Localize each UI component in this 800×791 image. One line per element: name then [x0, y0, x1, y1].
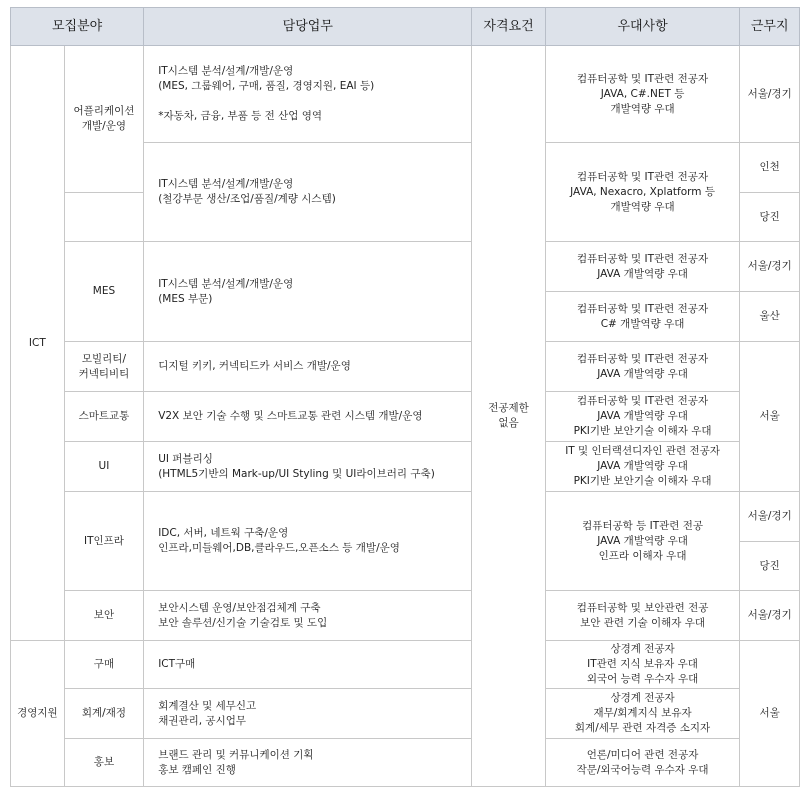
pref-pr: 언론/미디어 관련 전공자 작문/외국어능력 우수자 우대 [545, 739, 740, 787]
duty-infra: IDC, 서버, 네트웍 구축/운영 인프라,미들웨어,DB,클라우드,오픈소스 등 개발/운영 [144, 492, 472, 591]
loc-security: 서울/경기 [740, 591, 800, 641]
header-location: 근무지 [740, 8, 800, 46]
pref-smart: 컴퓨터공학 및 IT관련 전공자 JAVA 개발역량 우대 PKI기반 보안기술 이해자 우대 [545, 392, 740, 442]
sub-purchase: 구매 [64, 641, 143, 689]
area-ict: ICT [11, 46, 65, 641]
table-row [11, 641, 800, 689]
pref-mobility: 컴퓨터공학 및 IT관련 전공자 JAVA 개발역량 우대 [545, 342, 740, 392]
loc-mes1: 서울/경기 [740, 242, 800, 292]
pref-ui: IT 및 인터랙션디자인 관련 전공자 JAVA 개발역량 우대 PKI기반 보안기술 이해자 우대 [545, 442, 740, 492]
pref-mes1: 컴퓨터공학 및 IT관련 전공자 JAVA 개발역량 우대 [545, 242, 740, 292]
sub-accounting: 회계/재정 [64, 689, 143, 739]
table-row [11, 492, 800, 542]
loc-app1: 서울/경기 [740, 46, 800, 143]
header-row [11, 8, 800, 46]
duty-security: 보안시스템 운영/보안점검체계 구축 보안 솔루션/신기술 기술검토 및 도입 [144, 591, 472, 641]
header-preference: 우대사항 [545, 8, 740, 46]
loc-ulsan: 울산 [740, 292, 800, 342]
loc-dangjin1: 당진 [740, 193, 800, 242]
qualification-cell: 전공제한 없음 [472, 46, 545, 787]
sub-security: 보안 [64, 591, 143, 641]
table-row [11, 342, 800, 392]
pref-infra: 컴퓨터공학 등 IT관련 전공 JAVA 개발역량 우대 인프라 이해자 우대 [545, 492, 740, 591]
table-row [11, 689, 800, 739]
loc-seoul1: 서울 [740, 342, 800, 492]
pref-app2: 컴퓨터공학 및 IT관련 전공자 JAVA, Nexacro, Xplatform 등 개발역량 우대 [545, 143, 740, 242]
sub-pr: 홍보 [64, 739, 143, 787]
duty-pr: 브랜드 관리 및 커뮤니케이션 기획 홍보 캠페인 진행 [144, 739, 472, 787]
table-row [11, 392, 800, 442]
table-row [11, 442, 800, 492]
loc-incheon: 인천 [740, 143, 800, 193]
left-margin [0, 0, 10, 791]
duty-ui: UI 퍼블리싱 (HTML5기반의 Mark-up/UI Styling 및 UI라이브러리 구축) [144, 442, 472, 492]
sub-infra: IT인프라 [64, 492, 143, 591]
recruitment-table [10, 7, 800, 787]
sub-ui: UI [64, 442, 143, 492]
pref-mes2: 컴퓨터공학 및 IT관련 전공자 C# 개발역량 우대 [545, 292, 740, 342]
sub-smart: 스마트교통 [64, 392, 143, 442]
pref-purchase: 상경계 전공자 IT관련 지식 보유자 우대 외국어 능력 우수자 우대 [545, 641, 740, 689]
sub-app: 어플리케이션 개발/운영 [64, 46, 143, 193]
table-row [11, 242, 800, 292]
table-row [11, 591, 800, 641]
pref-security: 컴퓨터공학 및 보안관련 전공 보안 관련 기술 이해자 우대 [545, 591, 740, 641]
loc-infra1: 서울/경기 [740, 492, 800, 542]
area-management: 경영지원 [11, 641, 65, 787]
table-row [11, 739, 800, 787]
header-duty: 담당업무 [144, 8, 472, 46]
duty-accounting: 회계결산 및 세무신고 채권관리, 공시업무 [144, 689, 472, 739]
header-field: 모집분야 [11, 8, 144, 46]
sub-mes: MES [64, 242, 143, 342]
header-qualification: 자격요건 [472, 8, 545, 46]
duty-app1: IT시스템 분석/설계/개발/운영 (MES, 그룹웨어, 구매, 품질, 경영지원, EAI 등) *자동차, 금융, 부품 등 전 산업 영역 [144, 46, 472, 143]
pref-app1: 컴퓨터공학 및 IT관련 전공자 JAVA, C#.NET 등 개발역량 우대 [545, 46, 740, 143]
loc-seoul2: 서울 [740, 641, 800, 787]
duty-mes: IT시스템 분석/설계/개발/운영 (MES 부문) [144, 242, 472, 342]
duty-app2: IT시스템 분석/설계/개발/운영 (철강부문 생산/조업/품질/계량 시스템) [144, 143, 472, 242]
loc-dangjin2: 당진 [740, 542, 800, 591]
duty-smart: V2X 보안 기술 수행 및 스마트교통 관련 시스템 개발/운영 [144, 392, 472, 442]
sub-app-cont [64, 193, 143, 242]
duty-purchase: ICT구매 [144, 641, 472, 689]
duty-mobility: 디지털 키키, 커넥티드카 서비스 개발/운영 [144, 342, 472, 392]
pref-accounting: 상경계 전공자 재무/회계지식 보유자 회계/세무 관련 자격증 소지자 [545, 689, 740, 739]
table-row [11, 46, 800, 143]
sub-mobility: 모빌리티/ 커넥티비티 [64, 342, 143, 392]
